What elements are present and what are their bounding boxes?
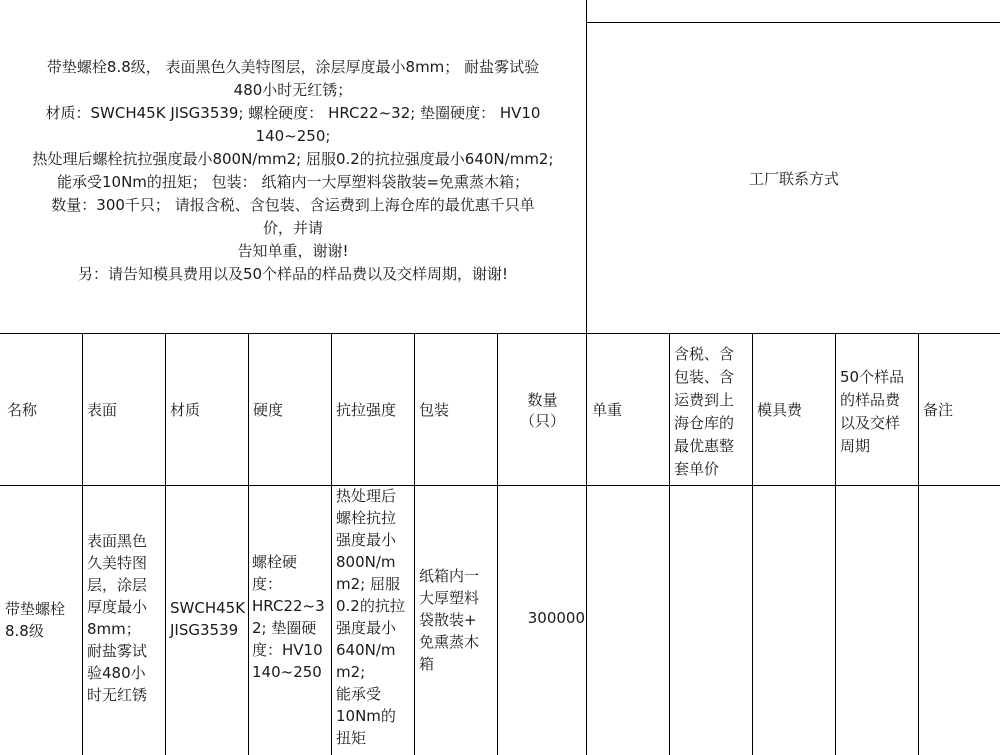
header-mold-fee-cell[interactable] xyxy=(752,333,836,486)
requirement-line: 价，并请 xyxy=(262,219,323,237)
requirement-line: 数量：300千只； 请报含税、含包装、含运费到上海仓库的最优惠千只单 xyxy=(51,196,535,214)
header-tensile: 抗拉强度 xyxy=(336,401,397,419)
requirement-line: 告知单重，谢谢! xyxy=(237,242,349,260)
header-packaging-cell[interactable] xyxy=(414,333,498,486)
row-surface-line: 验480小 xyxy=(87,664,146,682)
row-name-line: 8.8级 xyxy=(5,622,44,640)
row-tensile-cell[interactable] xyxy=(331,485,415,755)
factory-contact-label: 工厂联系方式 xyxy=(748,170,839,188)
row-name-cell[interactable] xyxy=(0,485,83,755)
sample-header-line: 50个样品 xyxy=(840,368,905,386)
best-price-line: 包装、含 xyxy=(674,368,735,386)
row-tensile-line: 强度最小 xyxy=(336,619,397,637)
row-hardness-line: 度：HV10 xyxy=(252,641,323,659)
requirement-line: 140~250; xyxy=(255,127,331,145)
factory-contact-cell[interactable] xyxy=(586,22,1000,334)
header-name: 名称 xyxy=(7,401,38,419)
row-tensile-line: m2; xyxy=(336,663,366,681)
row-name-line: 带垫螺栓 xyxy=(5,600,66,618)
row-packaging-line: 纸箱内一 xyxy=(419,567,480,585)
row-packaging-line: 大厚塑料 xyxy=(419,589,480,607)
header-unit-weight-cell[interactable] xyxy=(586,333,670,486)
row-unit-weight-cell[interactable] xyxy=(586,485,670,755)
header-material: 材质 xyxy=(170,401,201,419)
row-tensile-line: 640N/m xyxy=(336,641,396,659)
row-surface-line: 层，涂层 xyxy=(87,576,148,594)
row-hardness-line: 2; 垫圈硬 xyxy=(252,619,317,637)
header-hardness: 硬度 xyxy=(253,401,284,419)
requirement-line: 480小时无红锈； xyxy=(233,81,353,99)
header-remark: 备注 xyxy=(923,401,954,419)
row-tensile-line: 强度最小 xyxy=(336,531,397,549)
header-hardness-cell[interactable] xyxy=(248,333,332,486)
row-hardness-line: 140~250 xyxy=(252,663,322,681)
header-quantity-line-2: （只） xyxy=(519,412,565,430)
sample-header-line: 周期 xyxy=(840,437,871,455)
row-tensile-line: 能承受 xyxy=(336,685,382,703)
row-material-line: SWCH45K xyxy=(170,599,246,617)
header-surface-cell[interactable] xyxy=(82,333,166,486)
row-quantity-cell[interactable] xyxy=(497,485,588,755)
row-surface-cell[interactable] xyxy=(82,485,166,755)
row-hardness-line: 度： xyxy=(252,575,283,593)
header-best-price-cell[interactable] xyxy=(669,333,753,486)
requirement-line: 热处理后螺栓抗拉强度最小800N/mm2; 屈服0.2的抗拉强度最小640N/mm2; xyxy=(32,150,554,168)
header-remark-cell[interactable] xyxy=(918,333,1000,486)
row-tensile-line: 10Nm的 xyxy=(336,707,396,725)
row-packaging-line: 袋散装+ xyxy=(419,611,477,629)
requirement-line: 能承受10Nm的扭矩； 包装： 纸箱内一大厚塑料袋散装=免熏蒸木箱； xyxy=(56,173,530,191)
row-sample-cell[interactable] xyxy=(835,485,919,755)
header-mold-fee: 模具费 xyxy=(757,401,803,419)
header-tensile-cell[interactable] xyxy=(331,333,415,486)
header-quantity-line-1: 数量 xyxy=(527,391,558,409)
header-surface: 表面 xyxy=(87,401,118,419)
sample-header-line: 的样品费 xyxy=(840,391,901,409)
row-surface-line: 时无红锈 xyxy=(87,686,148,704)
row-surface-line: 8mm； xyxy=(87,620,141,638)
row-hardness-cell[interactable] xyxy=(248,485,332,755)
row-packaging-line: 箱 xyxy=(419,655,435,673)
row-material-line: JISG3539 xyxy=(170,621,239,639)
row-packaging-line: 免熏蒸木 xyxy=(419,633,480,651)
row-hardness-line: 螺栓硬 xyxy=(252,553,298,571)
factory-contact-top-cell[interactable] xyxy=(586,0,1000,23)
best-price-line: 海仓库的 xyxy=(674,414,735,432)
row-remark-cell[interactable] xyxy=(918,485,1000,755)
requirement-line: 材质：SWCH45K JISG3539; 螺栓硬度： HRC22~32; 垫圈硬度： HV10 xyxy=(45,104,541,122)
row-material-cell[interactable] xyxy=(165,485,249,755)
header-material-cell[interactable] xyxy=(165,333,249,486)
header-packaging: 包装 xyxy=(419,401,450,419)
row-tensile-line: 800N/m xyxy=(336,553,396,571)
header-unit-weight: 单重 xyxy=(592,401,623,419)
row-surface-line: 耐盐雾试 xyxy=(87,642,148,660)
row-tensile-line: 热处理后 xyxy=(336,487,397,505)
header-quantity-cell[interactable] xyxy=(497,333,588,486)
row-tensile-line: 扭矩 xyxy=(336,729,367,747)
row-quantity: 300000 xyxy=(527,609,585,627)
best-price-line: 最优惠整 xyxy=(674,437,735,455)
best-price-line: 运费到上 xyxy=(674,391,735,409)
header-sample-cell[interactable] xyxy=(835,333,919,486)
row-surface-line: 久美特图 xyxy=(87,554,148,572)
row-surface-line: 厚度最小 xyxy=(87,598,148,616)
row-tensile-line: 0.2的抗拉 xyxy=(336,597,405,615)
requirement-line: 另：请告知模具费用以及50个样品的样品费以及交样周期，谢谢! xyxy=(77,265,509,283)
row-tensile-line: m2; 屈服 xyxy=(336,575,400,593)
sample-header-line: 以及交样 xyxy=(840,414,901,432)
row-tensile-line: 螺栓抗拉 xyxy=(336,509,397,527)
requirements-cell[interactable] xyxy=(0,0,587,334)
row-best-price-cell[interactable] xyxy=(669,485,753,755)
row-hardness-line: HRC22~3 xyxy=(252,597,325,615)
row-surface-line: 表面黑色 xyxy=(87,532,148,550)
row-packaging-cell[interactable] xyxy=(414,485,498,755)
best-price-line: 含税、含 xyxy=(674,345,735,363)
row-mold-fee-cell[interactable] xyxy=(752,485,836,755)
best-price-line: 套单价 xyxy=(674,460,720,478)
header-name-cell[interactable] xyxy=(0,333,83,486)
requirement-line: 带垫螺栓8.8级， 表面黑色久美特图层，涂层厚度最小8mm； 耐盐雾试验 xyxy=(46,58,540,76)
